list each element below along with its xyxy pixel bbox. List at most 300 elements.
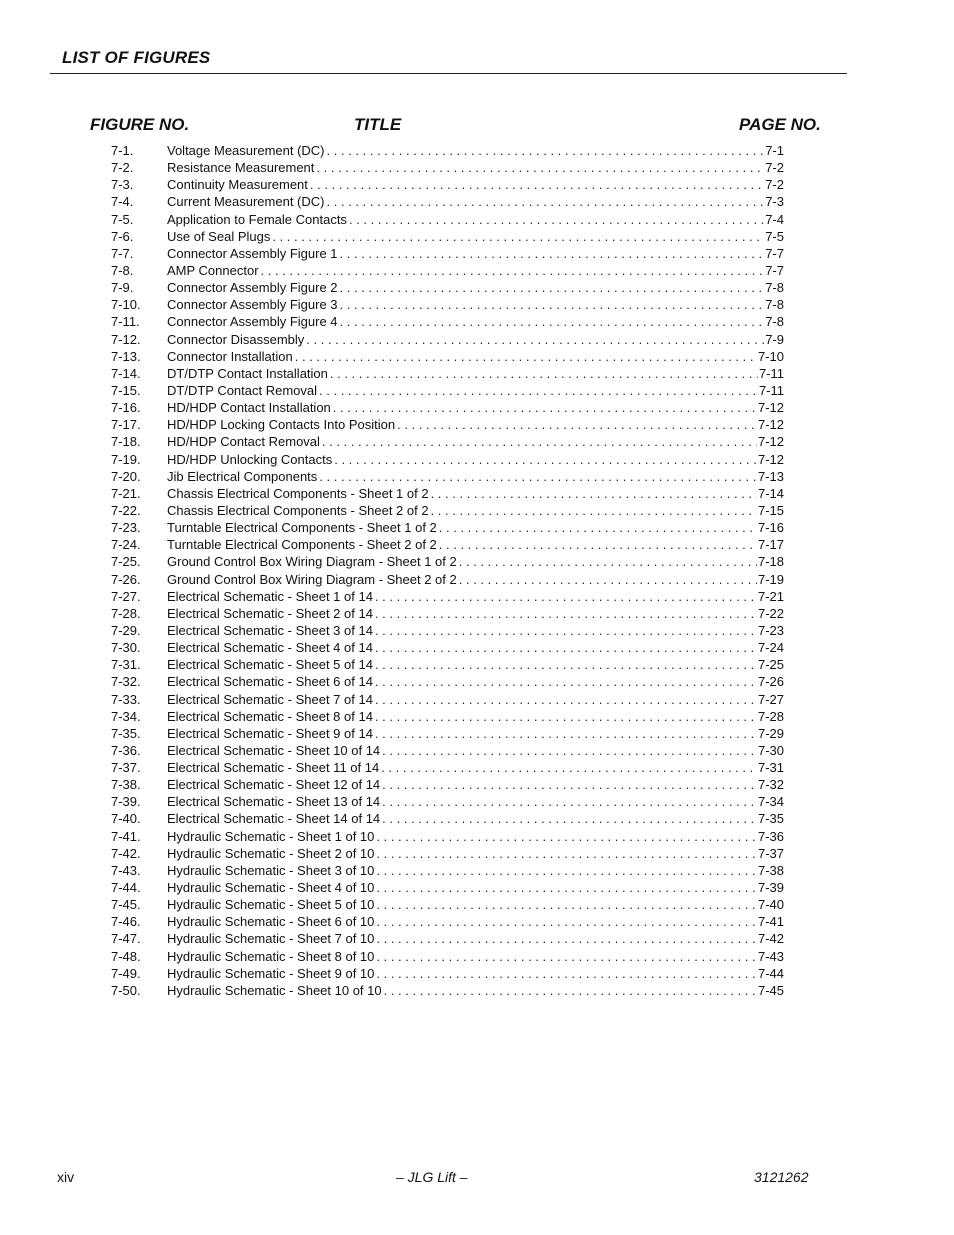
figure-title: Hydraulic Schematic - Sheet 2 of 10 (167, 845, 375, 861)
figure-page-number: 7-8 (765, 297, 784, 313)
figure-number: 7-38. (111, 777, 141, 793)
dot-leader (397, 416, 757, 433)
figure-title: Hydraulic Schematic - Sheet 9 of 10 (167, 965, 375, 981)
figure-entry-line (167, 451, 784, 468)
figure-page-number: 7-28 (757, 708, 784, 724)
dot-leader (340, 296, 765, 313)
list-item (0, 673, 954, 690)
figure-title: Chassis Electrical Components - Sheet 2 of 2 (167, 502, 429, 518)
figure-title: Electrical Schematic - Sheet 3 of 14 (167, 622, 373, 638)
list-item (0, 588, 954, 605)
dot-leader (340, 245, 765, 262)
figure-title: Voltage Measurement (DC) (167, 143, 325, 158)
list-item (0, 536, 954, 553)
figure-number: 7-49. (111, 965, 141, 981)
figure-page-number: 7-2 (765, 177, 784, 193)
figure-page-number: 7-26 (757, 674, 784, 690)
figure-entry-line (167, 399, 784, 416)
figure-title: Application to Female Contacts (167, 211, 347, 227)
dot-leader (459, 571, 757, 588)
list-item (0, 211, 954, 228)
figure-number: 7-28. (111, 605, 141, 621)
list-item (0, 365, 954, 382)
figure-entry-line (167, 296, 784, 313)
figure-entry-line (167, 519, 784, 536)
figure-page-number: 7-39 (757, 880, 784, 896)
list-item (0, 742, 954, 759)
figure-entry-line (167, 313, 784, 330)
figure-number: 7-14. (111, 365, 141, 381)
figure-number: 7-1. (111, 143, 134, 158)
dot-leader (439, 519, 757, 536)
figure-entry-line (167, 348, 784, 365)
figure-number: 7-48. (111, 948, 141, 964)
figure-title: Hydraulic Schematic - Sheet 1 of 10 (167, 828, 375, 844)
list-item (0, 828, 954, 845)
figure-title: Connector Assembly Figure 4 (167, 314, 338, 330)
figure-entry-line (167, 211, 784, 228)
figure-number: 7-7. (111, 245, 134, 261)
figure-title: Connector Installation (167, 348, 293, 364)
dot-leader (382, 793, 757, 810)
figure-number: 7-2. (111, 160, 134, 176)
list-item (0, 416, 954, 433)
figure-number: 7-19. (111, 451, 141, 467)
figure-number: 7-40. (111, 811, 141, 827)
list-item (0, 759, 954, 776)
figure-number: 7-34. (111, 708, 141, 724)
figure-page-number: 7-12 (757, 400, 784, 416)
figure-entry-line (167, 742, 784, 759)
figure-number: 7-16. (111, 400, 141, 416)
figure-entry-line (167, 142, 784, 159)
figure-entry-line (167, 810, 784, 827)
list-item (0, 262, 954, 279)
footer-doc-number: 3121262 (754, 1169, 809, 1185)
figure-page-number: 7-8 (765, 314, 784, 330)
dot-leader (375, 639, 757, 656)
figure-title: Electrical Schematic - Sheet 9 of 14 (167, 725, 373, 741)
figure-page-number: 7-18 (757, 554, 784, 570)
figure-entry-line (167, 331, 784, 348)
figure-number: 7-32. (111, 674, 141, 690)
figure-title: Ground Control Box Wiring Diagram - Sheet 2 of 2 (167, 571, 457, 587)
dot-leader (334, 451, 757, 468)
figure-title: Turntable Electrical Components - Sheet 1 of 2 (167, 520, 437, 536)
figure-entry-line (167, 845, 784, 862)
figure-entry-line (167, 433, 784, 450)
title-column-heading: TITLE (354, 115, 402, 134)
figure-number: 7-33. (111, 691, 141, 707)
figure-number: 7-30. (111, 640, 141, 656)
list-item (0, 776, 954, 793)
figure-entry-line (167, 159, 784, 176)
figure-title: Electrical Schematic - Sheet 7 of 14 (167, 691, 373, 707)
figure-title: Hydraulic Schematic - Sheet 6 of 10 (167, 914, 375, 930)
figure-number: 7-22. (111, 502, 141, 518)
dot-leader (261, 262, 765, 279)
figure-page-number: 7-38 (757, 862, 784, 878)
dot-leader (431, 502, 757, 519)
list-item (0, 193, 954, 210)
figure-page-number: 7-11 (758, 365, 784, 381)
list-item (0, 862, 954, 879)
list-item (0, 982, 954, 999)
dot-leader (319, 382, 758, 399)
figure-number: 7-10. (111, 297, 141, 313)
figure-title: Electrical Schematic - Sheet 2 of 14 (167, 605, 373, 621)
figure-entry-line (167, 553, 784, 570)
figure-page-number: 7-12 (757, 434, 784, 450)
list-item (0, 793, 954, 810)
figure-entry-line (167, 193, 784, 210)
dot-leader (376, 862, 757, 879)
dot-leader (382, 810, 757, 827)
figure-entry-line (167, 948, 784, 965)
figure-number: 7-36. (111, 742, 141, 758)
figure-entry-line (167, 930, 784, 947)
dot-leader (310, 176, 764, 193)
figure-entry-line (167, 828, 784, 845)
figure-entry-line (167, 176, 784, 193)
figure-number: 7-29. (111, 622, 141, 638)
list-item (0, 502, 954, 519)
list-item (0, 845, 954, 862)
figure-entry-line (167, 913, 784, 930)
figure-entry-line (167, 536, 784, 553)
figure-title: Hydraulic Schematic - Sheet 7 of 10 (167, 931, 375, 947)
figure-page-number: 7-5 (765, 228, 784, 244)
figure-number: 7-47. (111, 931, 141, 947)
figure-entry-line (167, 468, 784, 485)
dot-leader (376, 948, 757, 965)
figure-title: Electrical Schematic - Sheet 8 of 14 (167, 708, 373, 724)
list-item (0, 725, 954, 742)
dot-leader (327, 142, 765, 159)
figure-number: 7-15. (111, 382, 141, 398)
figure-number: 7-50. (111, 982, 141, 998)
figure-page-number: 7-42 (757, 931, 784, 947)
list-item (0, 605, 954, 622)
figure-number: 7-5. (111, 211, 134, 227)
figure-entry-line (167, 759, 784, 776)
figure-number: 7-41. (111, 828, 141, 844)
figure-page-number: 7-2 (765, 160, 784, 176)
figure-entry-line (167, 262, 784, 279)
list-item (0, 485, 954, 502)
figure-number: 7-18. (111, 434, 141, 450)
figure-entry-line (167, 725, 784, 742)
figure-page-number: 7-25 (757, 657, 784, 673)
dot-leader (384, 982, 757, 999)
figure-title: HD/HDP Contact Removal (167, 434, 320, 450)
figure-number: 7-17. (111, 417, 141, 433)
figure-entry-line (167, 793, 784, 810)
figure-title: Use of Seal Plugs (167, 228, 271, 244)
list-item (0, 142, 954, 159)
list-item (0, 879, 954, 896)
footer-publisher: – JLG Lift – (396, 1169, 468, 1185)
figure-page-number: 7-11 (758, 382, 784, 398)
list-item (0, 948, 954, 965)
list-item (0, 382, 954, 399)
figure-title: Turntable Electrical Components - Sheet 2 of 2 (167, 537, 437, 553)
figure-page-number: 7-32 (757, 777, 784, 793)
figure-number: 7-11. (111, 314, 140, 330)
figure-title: Current Measurement (DC) (167, 194, 325, 210)
figure-number: 7-21. (111, 485, 141, 501)
figure-number: 7-43. (111, 862, 141, 878)
figure-page-number: 7-40 (757, 897, 784, 913)
figure-title: DT/DTP Contact Installation (167, 365, 328, 381)
figure-title: HD/HDP Locking Contacts Into Position (167, 417, 396, 433)
figure-entry-line (167, 279, 784, 296)
figure-page-number: 7-17 (757, 537, 784, 553)
figure-entry-line (167, 485, 784, 502)
figure-page-number: 7-22 (757, 605, 784, 621)
figure-page-number: 7-19 (757, 571, 784, 587)
figure-entry-line (167, 382, 784, 399)
figure-number: 7-6. (111, 228, 134, 244)
figure-page-number: 7-43 (757, 948, 784, 964)
figure-number: 7-3. (111, 177, 134, 193)
figure-page-number: 7-37 (757, 845, 784, 861)
figure-page-number: 7-23 (757, 622, 784, 638)
figure-title: Electrical Schematic - Sheet 14 of 14 (167, 811, 381, 827)
figure-number: 7-13. (111, 348, 141, 364)
figure-title: HD/HDP Contact Installation (167, 400, 331, 416)
figure-page-number: 7-44 (757, 965, 784, 981)
dot-leader (330, 365, 758, 382)
figure-page-number: 7-21 (757, 588, 784, 604)
figure-entry-line (167, 228, 784, 245)
figure-page-number: 7-15 (757, 502, 784, 518)
list-item (0, 313, 954, 330)
footer-page-label: xiv (57, 1169, 75, 1185)
figure-title: Connector Assembly Figure 1 (167, 245, 338, 261)
figure-title: Electrical Schematic - Sheet 13 of 14 (167, 794, 381, 810)
figure-entry-line (167, 965, 784, 982)
dot-leader (316, 159, 764, 176)
page-no-column-heading: PAGE NO. (739, 115, 821, 134)
figure-number: 7-24. (111, 537, 141, 553)
figure-page-number: 7-16 (757, 520, 784, 536)
dot-leader (376, 879, 757, 896)
figure-page-number: 7-24 (757, 640, 784, 656)
figure-number: 7-12. (111, 331, 141, 347)
figure-entry-line (167, 879, 784, 896)
dot-leader (382, 776, 757, 793)
dot-leader (272, 228, 764, 245)
figure-number: 7-4. (111, 194, 134, 210)
figure-page-number: 7-45 (757, 982, 784, 998)
figure-entry-line (167, 776, 784, 793)
figure-title: Electrical Schematic - Sheet 11 of 14 (167, 760, 380, 776)
dot-leader (319, 468, 757, 485)
list-item (0, 622, 954, 639)
figure-number: 7-27. (111, 588, 141, 604)
dot-leader (375, 622, 757, 639)
list-item (0, 176, 954, 193)
list-item (0, 691, 954, 708)
dot-leader (376, 930, 757, 947)
figure-title: Electrical Schematic - Sheet 5 of 14 (167, 657, 373, 673)
figure-entry-line (167, 708, 784, 725)
figure-title: Continuity Measurement (167, 177, 308, 193)
figure-page-number: 7-9 (765, 331, 784, 347)
figure-page-number: 7-36 (757, 828, 784, 844)
figure-page-number: 7-27 (757, 691, 784, 707)
figure-entry-line (167, 571, 784, 588)
dot-leader (375, 691, 757, 708)
figure-page-number: 7-4 (765, 211, 784, 227)
figure-number: 7-8. (111, 262, 134, 278)
figure-title: Electrical Schematic - Sheet 10 of 14 (167, 742, 381, 758)
dot-leader (306, 331, 764, 348)
figure-title: Chassis Electrical Components - Sheet 1 of 2 (167, 485, 429, 501)
figure-page-number: 7-1 (765, 143, 784, 158)
figure-title: Electrical Schematic - Sheet 12 of 14 (167, 777, 381, 793)
figure-title: Hydraulic Schematic - Sheet 5 of 10 (167, 897, 375, 913)
dot-leader (376, 845, 757, 862)
list-item (0, 913, 954, 930)
figure-entry-line (167, 982, 784, 999)
list-item (0, 245, 954, 262)
figure-number: 7-35. (111, 725, 141, 741)
dot-leader (375, 725, 757, 742)
figure-title: Hydraulic Schematic - Sheet 4 of 10 (167, 880, 375, 896)
figure-number: 7-39. (111, 794, 141, 810)
figure-page-number: 7-8 (765, 280, 784, 296)
list-item (0, 965, 954, 982)
figure-page-number: 7-7 (765, 262, 784, 278)
header-rule (50, 73, 847, 74)
figure-page-number: 7-31 (757, 760, 784, 776)
figure-title: AMP Connector (167, 262, 259, 278)
list-item (0, 930, 954, 947)
dot-leader (431, 485, 757, 502)
figure-title: DT/DTP Contact Removal (167, 382, 318, 398)
list-item (0, 331, 954, 348)
dot-leader (382, 742, 757, 759)
figure-title: Ground Control Box Wiring Diagram - Sheet 1 of 2 (167, 554, 457, 570)
figure-title: Connector Disassembly (167, 331, 305, 347)
dot-leader (340, 279, 765, 296)
dot-leader (375, 708, 757, 725)
figure-number: 7-23. (111, 520, 141, 536)
figure-number: 7-26. (111, 571, 141, 587)
dot-leader (327, 193, 765, 210)
figure-page-number: 7-12 (757, 451, 784, 467)
figure-number: 7-46. (111, 914, 141, 930)
figure-entry-line (167, 896, 784, 913)
list-item (0, 296, 954, 313)
figure-page-number: 7-12 (757, 417, 784, 433)
figure-number: 7-9. (111, 280, 134, 296)
figure-entry-line (167, 862, 784, 879)
figure-entry-line (167, 691, 784, 708)
figure-title: Electrical Schematic - Sheet 1 of 14 (167, 588, 373, 604)
list-item (0, 571, 954, 588)
list-item (0, 348, 954, 365)
figure-no-column-heading: FIGURE NO. (90, 115, 190, 134)
page-header-title: LIST OF FIGURES (62, 48, 211, 67)
figure-title: Resistance Measurement (167, 160, 315, 176)
figure-entry-line (167, 365, 784, 382)
figure-number: 7-25. (111, 554, 141, 570)
list-item (0, 228, 954, 245)
figure-title: HD/HDP Unlocking Contacts (167, 451, 333, 467)
figure-page-number: 7-3 (765, 194, 784, 210)
figure-title: Hydraulic Schematic - Sheet 10 of 10 (167, 982, 382, 998)
list-item (0, 399, 954, 416)
figure-entry-line (167, 245, 784, 262)
dot-leader (439, 536, 757, 553)
figure-number: 7-42. (111, 845, 141, 861)
dot-leader (322, 433, 757, 450)
list-item (0, 519, 954, 536)
figure-entry-line (167, 639, 784, 656)
figure-title: Connector Assembly Figure 3 (167, 297, 338, 313)
figure-entry-line (167, 502, 784, 519)
figure-page-number: 7-29 (757, 725, 784, 741)
list-item (0, 810, 954, 827)
list-item (0, 896, 954, 913)
figure-number: 7-37. (111, 760, 141, 776)
figure-number: 7-20. (111, 468, 141, 484)
figure-page-number: 7-34 (757, 794, 784, 810)
figure-title: Electrical Schematic - Sheet 4 of 14 (167, 640, 373, 656)
figure-page-number: 7-14 (757, 485, 784, 501)
figure-title: Jib Electrical Components (167, 468, 318, 484)
dot-leader (333, 399, 757, 416)
figure-page-number: 7-30 (757, 742, 784, 758)
figure-page-number: 7-13 (757, 468, 784, 484)
dot-leader (376, 965, 757, 982)
list-item (0, 708, 954, 725)
figure-page-number: 7-10 (757, 348, 784, 364)
figure-entry-line (167, 588, 784, 605)
figure-entry-line (167, 605, 784, 622)
list-item (0, 639, 954, 656)
list-item (0, 451, 954, 468)
figure-title: Electrical Schematic - Sheet 6 of 14 (167, 674, 373, 690)
dot-leader (376, 828, 757, 845)
dot-leader (376, 913, 757, 930)
dot-leader (349, 211, 764, 228)
figure-number: 7-44. (111, 880, 141, 896)
list-item (0, 468, 954, 485)
dot-leader (375, 605, 757, 622)
dot-leader (375, 588, 757, 605)
list-item (0, 433, 954, 450)
figure-list (0, 142, 954, 999)
dot-leader (459, 553, 757, 570)
dot-leader (295, 348, 757, 365)
figure-entry-line (167, 656, 784, 673)
list-item (0, 553, 954, 570)
dot-leader (375, 656, 757, 673)
dot-leader (375, 673, 757, 690)
figure-page-number: 7-35 (757, 811, 784, 827)
figure-page-number: 7-7 (765, 245, 784, 261)
figure-entry-line (167, 416, 784, 433)
dot-leader (340, 313, 765, 330)
figure-number: 7-31. (111, 657, 141, 673)
figure-title: Connector Assembly Figure 2 (167, 280, 338, 296)
figure-title: Hydraulic Schematic - Sheet 3 of 10 (167, 862, 375, 878)
figure-number: 7-45. (111, 897, 141, 913)
